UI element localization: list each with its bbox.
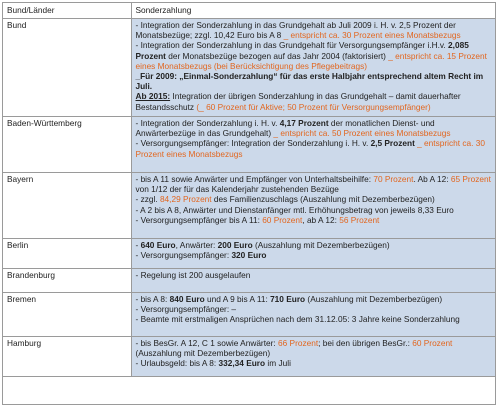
text-segment: - zzgl. — [135, 194, 160, 205]
payment-line — [136, 294, 492, 304]
text-segment: - Integration der Sonderzahlung in das Grundgehalt für Versorgungsempfänger i.H.v. — [135, 40, 449, 51]
text-segment: (Auszahlung mit Dezemberbezügen) — [135, 348, 271, 359]
payment-cell — [131, 269, 495, 293]
bold-text: 710 Euro — [270, 294, 306, 304]
payment-line — [136, 215, 492, 225]
bold-text: 332,34 Euro — [218, 358, 266, 369]
state-cell: Berlin — [3, 239, 131, 269]
table-row — [3, 337, 495, 377]
text-segment: - A 2 bis A 8, Anwärter und Dienstanfänger mtl. Erhöhungsbetrag von jeweils 8,33 Euro — [135, 204, 454, 215]
bold-text: 640 Euro — [140, 240, 176, 250]
text-segment: von 1/12 der für das Kalenderjahr zustehenden Bezüge — [135, 184, 339, 195]
payment-cell — [131, 19, 495, 117]
bold-text: 2,085 Prozent — [135, 40, 469, 61]
text-segment: - Regelung ist 200 ausgelaufen — [135, 270, 251, 280]
payment-line — [136, 250, 492, 260]
bold-text: _Für 2009: „Einmal-Sonderzahlung“ für das erste Halbjahr entsprechend altem Recht im Juli. — [135, 71, 484, 92]
highlighted-text: 60 Prozent — [262, 214, 303, 225]
text-segment: im Juli — [265, 358, 291, 369]
highlighted-text: 66 Prozent — [278, 338, 319, 348]
text-segment: - Beamte mit erstmaligen Ansprüchen nach dem 31.12.05: 3 Jahre keine Sonderzahlung — [135, 314, 460, 325]
text-segment: . Ab A 12: — [413, 174, 451, 184]
text-segment: ; bei den übrigen BesGr.: — [318, 338, 413, 348]
state-cell: Bund — [3, 19, 131, 117]
sonderzahlung-table-frame — [2, 2, 496, 405]
payment-cell — [131, 173, 495, 239]
text-segment: - — [135, 240, 141, 250]
bold-text: Ab 2015: — [135, 91, 171, 102]
highlighted-text: 65 Prozent — [450, 174, 491, 184]
text-segment: und A 9 bis A 11: — [204, 294, 271, 304]
bold-text: 4,17 Prozent — [279, 118, 329, 128]
payment-line — [136, 304, 492, 314]
payment-line — [136, 358, 492, 368]
payment-line — [136, 174, 492, 194]
table-row — [3, 19, 495, 117]
text-segment: der monatlichen Dienst- und Anwärterbezüge in das Grundgehalt) — [135, 118, 435, 139]
payment-cell — [131, 337, 495, 377]
payment-cell — [131, 293, 495, 337]
payment-cell — [131, 239, 495, 269]
column-header-state: Bund/Länder — [3, 3, 131, 19]
highlighted-text: 70 Prozent — [373, 174, 414, 184]
table-row — [3, 117, 495, 173]
table-row — [3, 269, 495, 293]
highlighted-text: (_ 60 Prozent für Aktive; 50 Prozent für Versorgungsempfänger) — [196, 101, 431, 112]
state-cell: Brandenburg — [3, 269, 131, 293]
payment-line — [136, 91, 492, 111]
text-segment: - bis BesGr. A 12, C 1 sowie Anwärter: — [135, 338, 278, 348]
column-header-payment: Sonderzahlung — [131, 3, 495, 19]
bold-text: 320 Euro — [231, 250, 267, 261]
state-cell: Baden-Württemberg — [3, 117, 131, 173]
bold-text: 840 Euro — [169, 294, 205, 304]
highlighted-text: _ entspricht ca. 50 Prozent eines Monatsbezugs — [273, 128, 451, 139]
table-row — [3, 293, 495, 337]
bold-text: 2,5 Prozent — [370, 138, 415, 149]
payment-line — [136, 314, 492, 324]
state-cell: Bayern — [3, 173, 131, 239]
text-segment: - Versorgungsempfänger: — [135, 250, 232, 261]
text-segment: - Integration der Sonderzahlung in das Grundgehalt ab Juli 2009 i. H. v. 2,5 Prozent der Monatsbezüge; zzgl. 10,42 Euro bis A 8 — [135, 20, 456, 41]
text-segment: - Integration der Sonderzahlung i. H. v. — [135, 118, 280, 128]
bold-text: 200 Euro — [217, 240, 253, 250]
payment-line — [136, 40, 492, 71]
text-segment: , Anwärter: — [175, 240, 218, 250]
text-segment: - Urlaubsgeld: bis A 8: — [135, 358, 219, 369]
text-segment: Integration der übrigen Sonderzahlung in das Grundgehalt – damit dauerhafter Bestandsschutz — [135, 91, 461, 112]
text-segment: , ab A 12: — [302, 214, 340, 225]
payment-line — [136, 205, 492, 215]
highlighted-text: _ entspricht ca. 15 Prozent eines Monatsbezugs (bei Berücksichtigung des Pflegebeitrags) — [135, 50, 487, 71]
text-segment: - Versorgungsempfänger: Integration der Sonderzahlung i. H. v. — [135, 138, 371, 149]
payment-line — [136, 194, 492, 204]
payment-line — [136, 71, 492, 91]
text-segment: (Auszahlung mit Dezemberbezügen) — [305, 294, 443, 304]
payment-line — [136, 20, 492, 40]
payment-line — [136, 240, 492, 250]
highlighted-text: 60 Prozent — [412, 338, 453, 348]
payment-line — [136, 338, 492, 358]
text-segment: - bis A 8: — [135, 294, 170, 304]
text-segment: der Monatsbezüge bezogen auf das Jahr 2004 (faktorisiert) — [165, 50, 389, 61]
text-segment: (Auszahlung mit Dezemberbezügen) — [252, 240, 390, 250]
text-segment: - bis A 11 sowie Anwärter und Empfänger von Unterhaltsbeihilfe: — [135, 174, 374, 184]
payment-line — [136, 138, 492, 158]
text-segment: - Versorgungsempfänger: – — [135, 304, 237, 315]
state-cell: Hamburg — [3, 337, 131, 377]
sonderzahlung-table — [3, 3, 495, 377]
highlighted-text: 56 Prozent — [339, 214, 380, 225]
highlighted-text: _ entspricht ca. 30 Prozent eines Monatsbezugs — [283, 30, 461, 41]
table-row — [3, 239, 495, 269]
table-body — [3, 19, 495, 377]
table-header-row — [3, 3, 495, 19]
text-segment: - Versorgungsempfänger bis A 11: — [135, 214, 263, 225]
payment-line — [136, 118, 492, 138]
state-cell: Bremen — [3, 293, 131, 337]
highlighted-text: 84,29 Prozent — [159, 194, 212, 205]
payment-cell — [131, 117, 495, 173]
table-row — [3, 173, 495, 239]
payment-line — [136, 270, 492, 280]
highlighted-text: _ entspricht ca. 30 Prozent eines Monatsbezugs — [135, 138, 485, 159]
text-segment: des Familienzuschlags (Auszahlung mit Dezemberbezügen) — [211, 194, 435, 205]
